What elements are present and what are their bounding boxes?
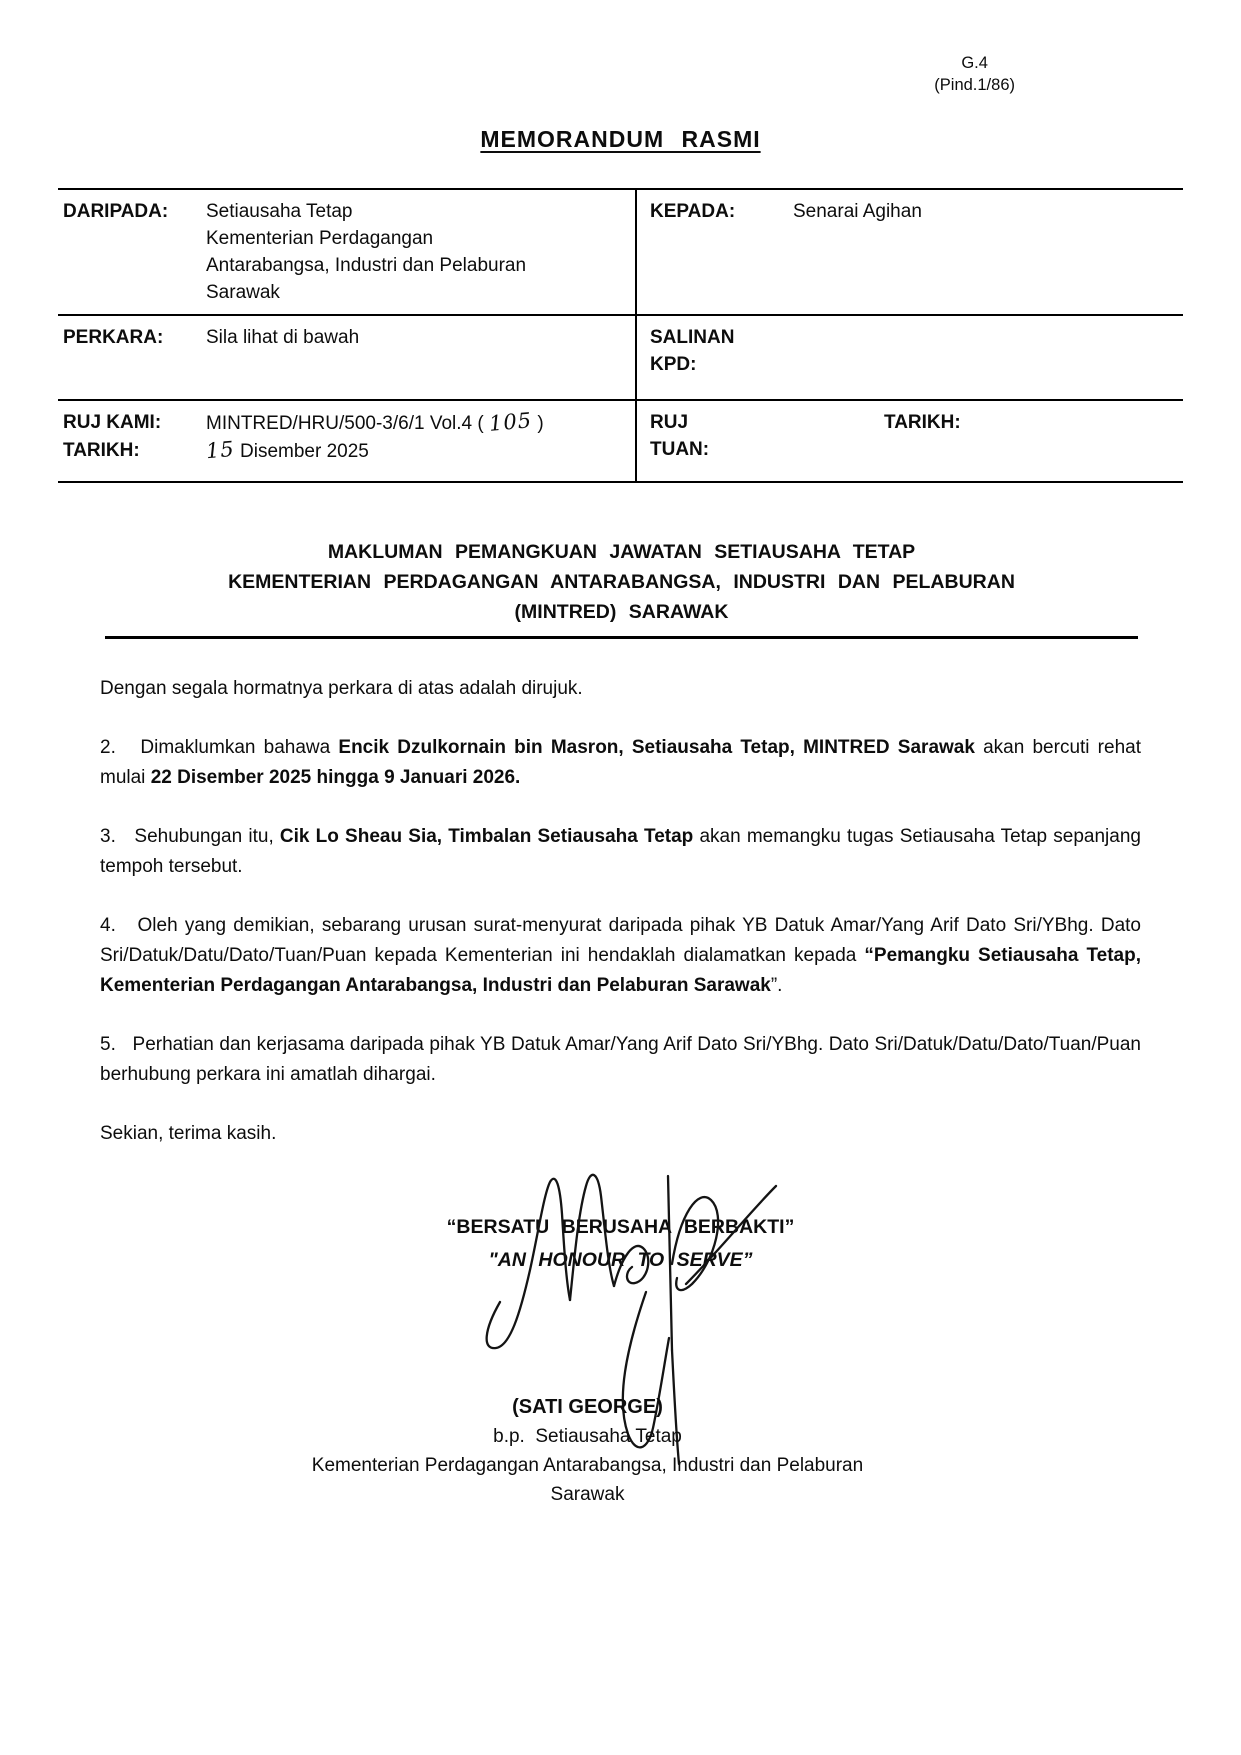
document-title [0,0,1241,153]
kepada-value: Senarai Agihan [793,201,922,222]
signatory-org-line2: Sarawak [550,1484,625,1505]
tarikh-tuan-label: TARIKH: [884,412,961,433]
form-revision: (Pind.1/86) [934,76,1015,94]
ruj-tuan-label-line1: RUJ [650,412,689,433]
closing-line: Sekian, terima kasih. [100,1123,277,1144]
tarikh-kami-label: TARIKH: [63,440,140,461]
document-title-text: MEMORANDUM RASMI [480,126,761,152]
motto-line1: “BERSATU BERUSAHA BERBAKTI” [446,1216,795,1238]
signatory-org-line1: Kementerian Perdagangan Antarabangsa, Industri dan Pelaburan [311,1455,864,1476]
table-row-perkara-salinan [58,316,1183,401]
tarikh-kami-value: 15 Disember 2025 [204,436,369,464]
daripada-label: DARIPADA: [63,201,169,222]
ruj-kami-value: MINTRED/HRU/500-3/6/1 Vol.4 ( 105 ) [206,408,544,436]
daripada-line: Antarabangsa, Industri dan Pelaburan [206,255,527,276]
cell-kepada [635,190,1183,314]
paragraph-2: 2. Dimaklumkan bahawa Encik Dzulkornain bin Masron, Setiausaha Tetap, MINTRED Sarawak akan bercuti rehat mulai 22 Disember 2025 hingga 9 Januari 2026. [100,737,1141,788]
subject-heading-line1: MAKLUMAN PEMANGKUAN JAWATAN SETIAUSAHA TETAP [327,541,916,563]
memo-header-table [58,188,1183,483]
subject-heading [105,537,1138,639]
cell-perkara [58,316,635,399]
subject-heading-line2: KEMENTERIAN PERDAGANGAN ANTARABANGSA, INDUSTRI DAN PELABURAN [228,571,1015,593]
cell-daripada [58,190,635,314]
ruj-tuan-label-line2: TUAN: [650,439,710,460]
ruj-kami-label: RUJ KAMI: [63,412,162,433]
daripada-line: Setiausaha Tetap [206,201,353,222]
salinan-kpd-label-line1: SALINAN [650,327,735,348]
memo-body [100,674,1141,1149]
daripada-line: Sarawak [206,282,280,303]
cell-salinan-kpd [635,316,1183,399]
perkara-value: Sila lihat di bawah [206,327,360,348]
cell-ruj-tuan-tarikh [635,401,1183,481]
paragraph-salutation: Dengan segala hormatnya perkara di atas adalah dirujuk. [100,678,583,699]
perkara-label: PERKARA: [63,327,164,348]
form-reference [934,52,1015,96]
signatory-on-behalf: b.p. Setiausaha Tetap [493,1426,682,1447]
form-code: G.4 [961,54,988,72]
kepada-label: KEPADA: [650,201,736,222]
daripada-line: Kementerian Perdagangan [206,228,434,249]
table-row-daripada-kepada [58,190,1183,316]
ministry-motto [0,1211,1241,1277]
daripada-value [206,198,629,306]
salinan-kpd-label-line2: KPD: [650,354,697,375]
paragraph-3: 3. Sehubungan itu, Cik Lo Sheau Sia, Timbalan Setiausaha Tetap akan memangku tugas Setiausaha Tetap sepanjang tempoh tersebut. [100,826,1141,877]
signature-block [0,1393,1208,1509]
signatory-name: (SATI GEORGE) [512,1396,663,1418]
paragraph-5: 5. Perhatian dan kerjasama daripada pihak YB Datuk Amar/Yang Arif Dato Sri/YBhg. Dato Sri/Datuk/Datu/Dato/Tuan/Puan berhubung perkara ini amatlah dihargai. [100,1034,1141,1085]
paragraph-4: 4. Oleh yang demikian, sebarang urusan surat-menyurat daripada pihak YB Datuk Amar/Yang Arif Dato Sri/YBhg. Dato Sri/Datuk/Datu/Dato/Tuan/Puan kepada Kementerian ini hendaklah dialamatkan kepada “Pemangku Setiausaha Tetap, Kementerian Perdagangan Antarabangsa, Industri dan Pelaburan Sarawak”. [100,915,1141,996]
cell-ruj-kami [58,401,635,481]
subject-heading-line3: (MINTRED) SARAWAK [514,601,729,623]
motto-line2: "AN HONOUR TO SERVE” [488,1249,753,1271]
table-row-rujukan-tarikh [58,401,1183,483]
